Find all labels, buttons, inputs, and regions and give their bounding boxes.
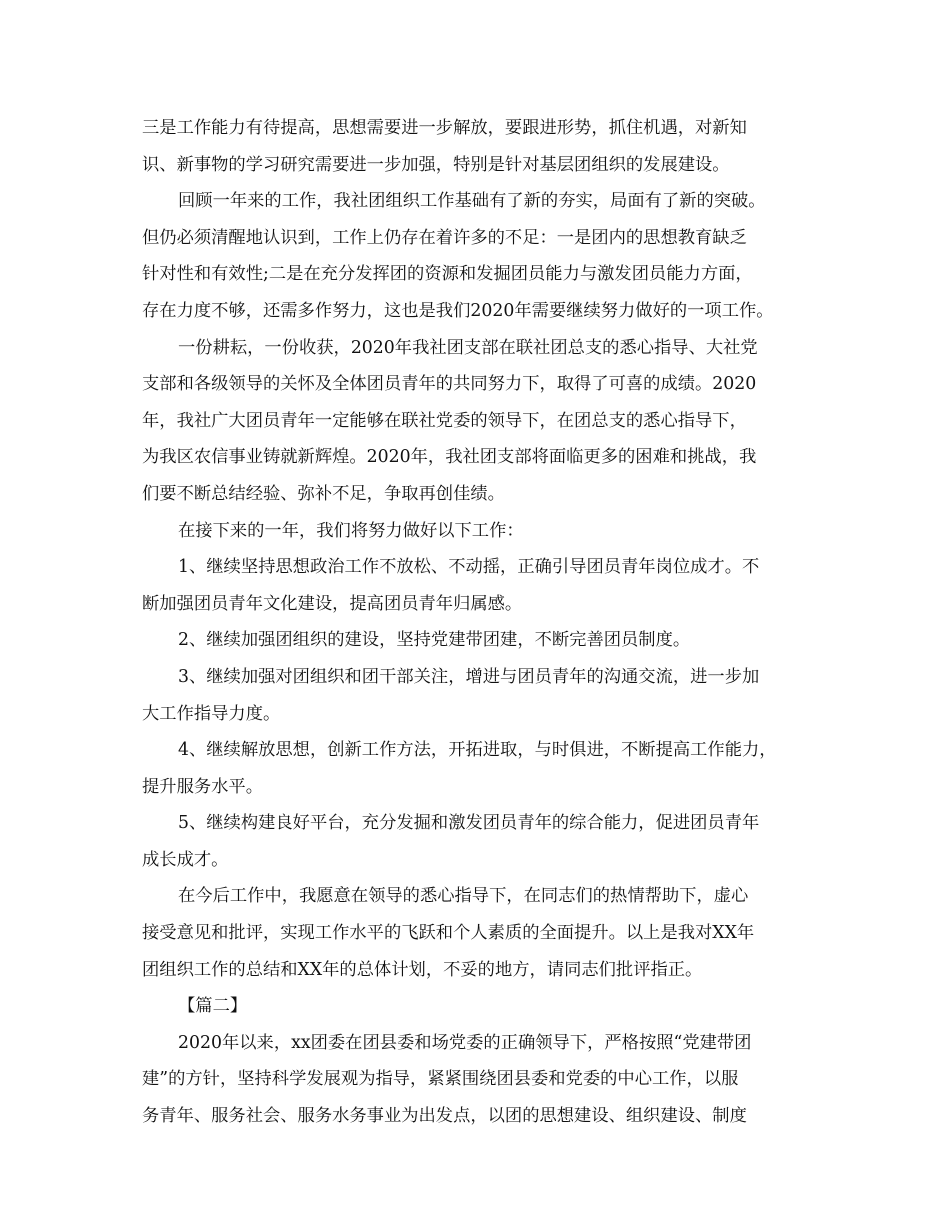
text-line: 针对性和有效性;二是在充分发挥团的资源和发掘团员能力与激发团员能力方面， [142,264,753,285]
text-line: 支部和各级领导的关怀及全体团员青年的共同努力下，取得了可喜的成绩。2020 [142,374,757,395]
text-line: 年，我社广大团员青年一定能够在联社党委的领导下，在团总支的悉心指导下， [142,410,747,431]
text-line: 断加强团员青年文化建设，提高团员青年归属感。 [142,593,523,614]
text-line: 2020年以来，xx团委在团县委和场党委的正确领导下，严格按照“党建带团 [178,1032,752,1053]
section-heading: 【篇二】 [178,996,248,1017]
text-line: 成长成才。 [142,849,229,870]
text-line: 团组织工作的总结和XX年的总体计划，不妥的地方，请同志们批评指正。 [142,959,703,980]
text-line: 三是工作能力有待提高，思想需要进一步解放，要跟进形势，抓住机遇，对新知 [142,118,747,138]
text-line: 识、新事物的学习研究需要进一步加强，特别是针对基层团组织的发展建设。 [142,154,730,175]
text-line: 建”的方针，坚持科学发展观为指导，紧紧围绕团县委和党委的中心工作，以服 [142,1069,739,1090]
text-line: 但仍必须清醒地认识到，工作上仍存在着许多的不足：一是团内的思想教育缺乏 [142,227,747,248]
text-line: 1、继续坚持思想政治工作不放松、不动摇，正确引导团员青年岗位成才。不 [178,557,760,578]
text-line: 们要不断总结经验、弥补不足，争取再创佳绩。 [142,483,505,504]
text-line: 大工作指导力度。 [142,703,281,724]
text-line: 3、继续加强对团组织和团干部关注，增进与团员青年的沟通交流，进一步加 [178,666,760,687]
text-line: 为我区农信事业铸就新辉煌。2020年，我社团支部将面临更多的困难和挑战，我 [142,447,757,468]
text-line: 一份耕耘，一份收获，2020年我社团支部在联社团总支的悉心指导、大社党 [178,337,758,358]
text-line: 2、继续加强团组织的建设，坚持党建带团建，不断完善团员制度。 [178,630,691,651]
text-line: 回顾一年来的工作，我社团组织工作基础有了新的夯实，局面有了新的突破。 [178,191,766,212]
text-line: 4、继续解放思想，创新工作方法，开拓进取，与时俱进，不断提高工作能力， [178,740,777,761]
text-line: 在接下来的一年，我们将努力做好以下工作： [178,520,524,541]
text-line: 存在力度不够，还需多作努力，这也是我们2020年需要继续努力做好的一项工作。 [142,300,774,321]
text-line: 接受意见和批评，实现工作水平的飞跃和个人素质的全面提升。以上是我对XX年 [142,923,755,944]
document-body [142,110,814,1135]
text-line: 务青年、服务社会、服务水务事业为出发点，以团的思想建设、组织建设、制度 [142,1106,747,1127]
text-line: 提升服务水平。 [142,776,263,797]
text-line: 在今后工作中，我愿意在领导的悉心指导下，在同志们的热情帮助下，虚心 [178,886,749,907]
text-line: 5、继续构建良好平台，充分发掘和激发团员青年的综合能力，促进团员青年 [178,813,760,834]
